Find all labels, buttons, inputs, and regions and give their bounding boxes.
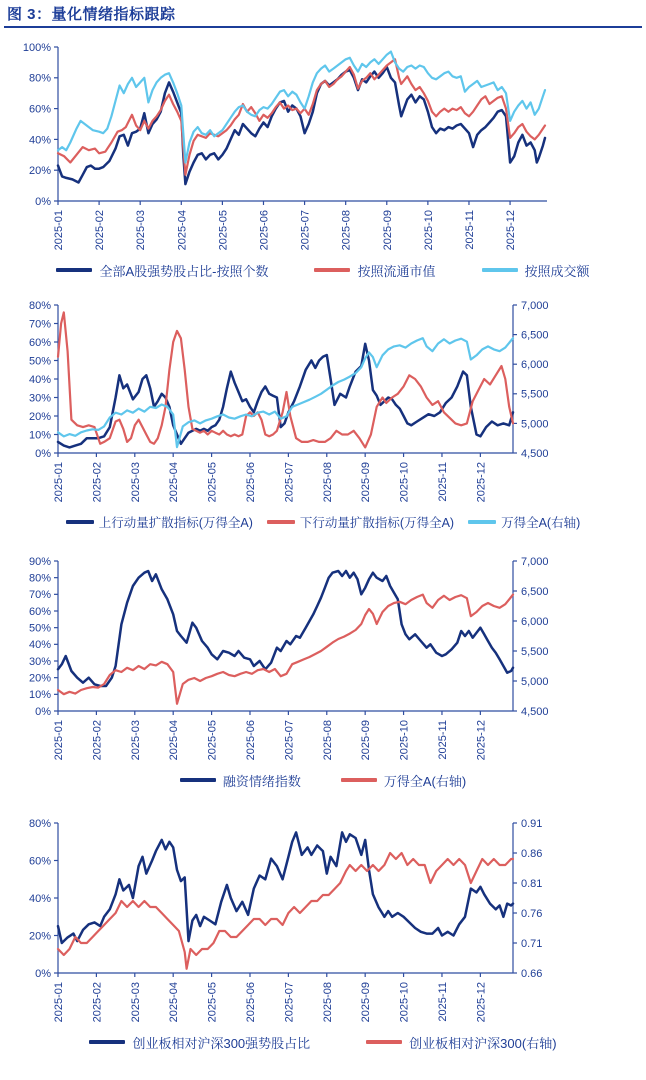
y-tick-label-left: 80% xyxy=(28,817,51,830)
y-tick-label-left: 0% xyxy=(35,967,51,980)
x-tick-label: 2025-01 xyxy=(53,982,65,1023)
x-tick-label: 2025-06 xyxy=(244,720,257,761)
x-tick-label: 2025-03 xyxy=(129,982,142,1023)
x-tick-label: 2025-03 xyxy=(135,210,148,251)
legend-label: 按照流通市值 xyxy=(357,263,436,279)
figure-header xyxy=(4,0,642,28)
x-tick-label: 2025-06 xyxy=(244,982,257,1023)
x-tick-label: 2025-02 xyxy=(91,720,104,761)
chart-strong-stock-ratio xyxy=(0,39,646,279)
x-tick-label: 2025-12 xyxy=(505,210,518,251)
y-tick-label-left: 10% xyxy=(28,689,51,702)
x-tick-label: 2025-01 xyxy=(53,210,65,251)
y-tick-label-left: 70% xyxy=(28,589,51,602)
x-tick-label: 2025-12 xyxy=(475,982,488,1023)
y-tick-label-right: 0.86 xyxy=(521,847,543,860)
y-tick-label-right: 0.66 xyxy=(521,967,543,980)
y-tick-label-left: 10% xyxy=(28,429,51,442)
x-tick-label: 2025-12 xyxy=(475,720,488,761)
y-tick-label-right: 5,500 xyxy=(521,645,549,658)
y-tick-label-left: 20% xyxy=(28,165,51,178)
y-tick-label-right: 0.76 xyxy=(521,907,543,920)
y-tick-label-left: 50% xyxy=(28,355,51,368)
x-tick-label: 2025-09 xyxy=(381,210,394,251)
legend-item xyxy=(267,513,454,531)
x-tick-label: 2025-04 xyxy=(168,462,181,503)
x-tick-label: 2025-10 xyxy=(398,462,411,503)
series-line-2 xyxy=(58,595,513,704)
legend-line-swatch xyxy=(89,1040,125,1044)
y-tick-label-left: 80% xyxy=(28,72,51,85)
chart-4-canvas xyxy=(0,815,646,1031)
x-tick-label: 2025-05 xyxy=(217,210,230,251)
y-tick-label-left: 20% xyxy=(28,930,51,943)
legend-line-swatch xyxy=(56,268,92,272)
y-tick-label-left: 20% xyxy=(28,410,51,423)
legend-item xyxy=(56,261,268,280)
legend-label: 按照成交额 xyxy=(524,263,590,279)
y-tick-label-right: 6,500 xyxy=(521,329,549,342)
x-tick-label: 2025-11 xyxy=(463,210,476,250)
x-tick-label: 2025-02 xyxy=(91,982,104,1023)
x-tick-label: 2025-06 xyxy=(244,462,257,503)
y-tick-label-right: 7,000 xyxy=(521,555,549,568)
y-tick-label-right: 0.91 xyxy=(521,817,543,830)
x-tick-label: 2025-01 xyxy=(53,720,65,761)
y-tick-label-left: 60% xyxy=(28,336,51,349)
y-tick-label-left: 80% xyxy=(28,299,51,312)
x-tick-label: 2025-11 xyxy=(436,462,449,502)
legend-line-swatch xyxy=(468,520,496,524)
y-tick-label-right: 6,500 xyxy=(521,585,549,598)
x-tick-label: 2025-06 xyxy=(258,210,271,251)
y-tick-label-left: 50% xyxy=(28,622,51,635)
legend-line-swatch xyxy=(267,520,295,524)
legend-label: 上行动量扩散指标(万得全A) xyxy=(98,516,253,530)
legend-item xyxy=(482,261,590,280)
y-tick-label-left: 40% xyxy=(28,373,51,386)
chart-chinext-vs-hs300 xyxy=(0,815,646,1051)
x-tick-label: 2025-09 xyxy=(360,982,373,1023)
y-tick-label-left: 40% xyxy=(28,639,51,652)
legend-item xyxy=(314,261,435,280)
legend-line-swatch xyxy=(314,268,350,272)
legend-item xyxy=(341,771,466,790)
x-tick-label: 2025-05 xyxy=(206,720,219,761)
legend-item xyxy=(468,513,580,531)
y-tick-label-left: 40% xyxy=(28,134,51,147)
y-tick-label-left: 90% xyxy=(28,555,51,568)
x-tick-label: 2025-07 xyxy=(283,462,296,503)
y-tick-label-left: 40% xyxy=(28,892,51,905)
y-tick-label-right: 0.71 xyxy=(521,937,543,950)
legend-label: 下行动量扩散指标(万得全A) xyxy=(299,516,455,530)
chart-2-canvas xyxy=(0,297,646,511)
x-tick-label: 2025-09 xyxy=(360,462,373,503)
chart-4-plot xyxy=(0,815,646,1031)
y-tick-label-left: 0% xyxy=(35,447,51,460)
y-tick-label-left: 80% xyxy=(28,572,51,585)
y-tick-label-left: 60% xyxy=(28,855,51,868)
chart-2-plot xyxy=(0,297,646,511)
chart-1-plot xyxy=(0,39,646,259)
x-tick-label: 2025-04 xyxy=(168,982,181,1023)
legend-line-swatch xyxy=(341,778,377,782)
x-tick-label: 2025-08 xyxy=(321,982,334,1023)
x-tick-label: 2025-08 xyxy=(321,462,334,503)
chart-1-legend xyxy=(0,261,646,279)
x-tick-label: 2025-03 xyxy=(129,720,142,761)
legend-label: 万得全A(右轴) xyxy=(501,516,581,530)
x-tick-label: 2025-08 xyxy=(340,210,353,251)
x-tick-label: 2025-08 xyxy=(321,720,334,761)
y-tick-label-right: 4,500 xyxy=(521,447,549,460)
y-tick-label-left: 30% xyxy=(28,655,51,668)
x-tick-label: 2025-09 xyxy=(360,720,373,761)
x-tick-label: 2025-11 xyxy=(436,982,449,1022)
legend-label: 创业板相对沪深300(右轴) xyxy=(409,1035,557,1051)
x-tick-label: 2025-10 xyxy=(398,982,411,1023)
x-tick-label: 2025-02 xyxy=(94,210,107,251)
x-tick-label: 2025-07 xyxy=(299,210,312,251)
legend-label: 创业板相对沪深300强势股占比 xyxy=(132,1035,311,1051)
x-tick-label: 2025-07 xyxy=(283,982,296,1023)
x-tick-label: 2025-04 xyxy=(176,210,189,251)
chart-2-legend xyxy=(0,513,646,531)
legend-label: 融资情绪指数 xyxy=(222,773,301,789)
x-tick-label: 2025-03 xyxy=(129,462,142,503)
legend-line-swatch xyxy=(180,778,216,782)
x-tick-label: 2025-02 xyxy=(91,462,104,503)
y-tick-label-left: 20% xyxy=(28,672,51,685)
x-tick-label: 2025-12 xyxy=(475,462,488,503)
y-tick-label-right: 6,000 xyxy=(521,359,549,372)
y-tick-label-left: 0% xyxy=(35,195,51,208)
legend-line-swatch xyxy=(482,268,518,272)
x-tick-label: 2025-05 xyxy=(206,982,219,1023)
y-tick-label-right: 0.81 xyxy=(521,877,543,890)
series-line-2 xyxy=(58,312,513,447)
y-tick-label-right: 5,000 xyxy=(521,418,549,431)
y-tick-label-right: 5,500 xyxy=(521,388,549,401)
y-tick-label-left: 60% xyxy=(28,103,51,116)
figure-title: 图 3：量化情绪指标跟踪 xyxy=(7,6,176,23)
x-tick-label: 2025-10 xyxy=(422,210,435,251)
y-tick-label-right: 7,000 xyxy=(521,299,549,312)
x-tick-label: 2025-10 xyxy=(398,720,411,761)
legend-item xyxy=(180,771,301,790)
y-tick-label-right: 4,500 xyxy=(521,705,549,718)
chart-4-legend xyxy=(0,1033,646,1051)
legend-line-swatch xyxy=(66,520,94,524)
legend-label: 万得全A(右轴) xyxy=(383,773,467,789)
x-tick-label: 2025-11 xyxy=(436,720,449,760)
chart-3-legend xyxy=(0,771,646,789)
x-tick-label: 2025-01 xyxy=(53,462,65,503)
y-tick-label-left: 60% xyxy=(28,605,51,618)
x-tick-label: 2025-05 xyxy=(206,462,219,503)
legend-line-swatch xyxy=(366,1040,402,1044)
y-tick-label-left: 30% xyxy=(28,392,51,405)
legend-item xyxy=(89,1033,310,1052)
x-tick-label: 2025-04 xyxy=(168,720,181,761)
chart-3-canvas xyxy=(0,553,646,769)
legend-label: 全部A股强势股占比-按照个数 xyxy=(99,263,269,279)
y-tick-label-left: 70% xyxy=(28,318,51,331)
y-tick-label-right: 6,000 xyxy=(521,615,549,628)
series-line-1 xyxy=(58,832,513,943)
chart-margin-sentiment xyxy=(0,553,646,789)
legend-item xyxy=(66,513,253,531)
y-tick-label-left: 100% xyxy=(22,41,51,54)
chart-3-plot xyxy=(0,553,646,769)
x-tick-label: 2025-07 xyxy=(283,720,296,761)
y-tick-label-right: 5,000 xyxy=(521,675,549,688)
y-tick-label-left: 0% xyxy=(35,705,51,718)
legend-item xyxy=(366,1033,556,1052)
chart-1-canvas xyxy=(0,39,646,259)
charts-container xyxy=(0,39,646,1051)
chart-momentum-diffusion xyxy=(0,297,646,531)
